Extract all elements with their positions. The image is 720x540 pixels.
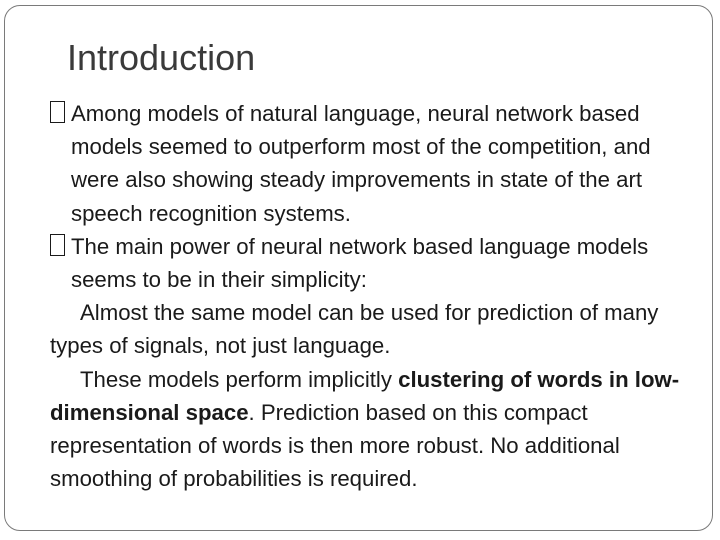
bullet-text: Among models of natural language, neural network based models seemed to outperform most of the competition, and were also showing steady improvements in state of the art speech recognition systems. [71, 101, 651, 226]
paragraph [50, 296, 680, 362]
paragraph-text: Almost the same model can be used for prediction of many types of signals, not just language. [50, 300, 659, 359]
paragraph-text-before: These models perform implicitly [80, 366, 399, 392]
missing-glyph-box-icon [50, 101, 65, 123]
paragraph-text-after: . Prediction based on this compact representation of words is then more robust. No additional smoothing of probabilities is required. [50, 399, 620, 492]
bullet-item [50, 230, 680, 296]
slide-title: Introduction [67, 37, 256, 78]
missing-glyph-box-icon [50, 234, 65, 256]
emphasis-text: clustering of words in low-dimensional space [50, 366, 680, 425]
paragraph [50, 363, 680, 496]
slide-body [50, 97, 680, 495]
bullet-item [50, 97, 680, 230]
bullet-text: The main power of neural network based language models seems to be in their simplicity: [71, 233, 649, 293]
